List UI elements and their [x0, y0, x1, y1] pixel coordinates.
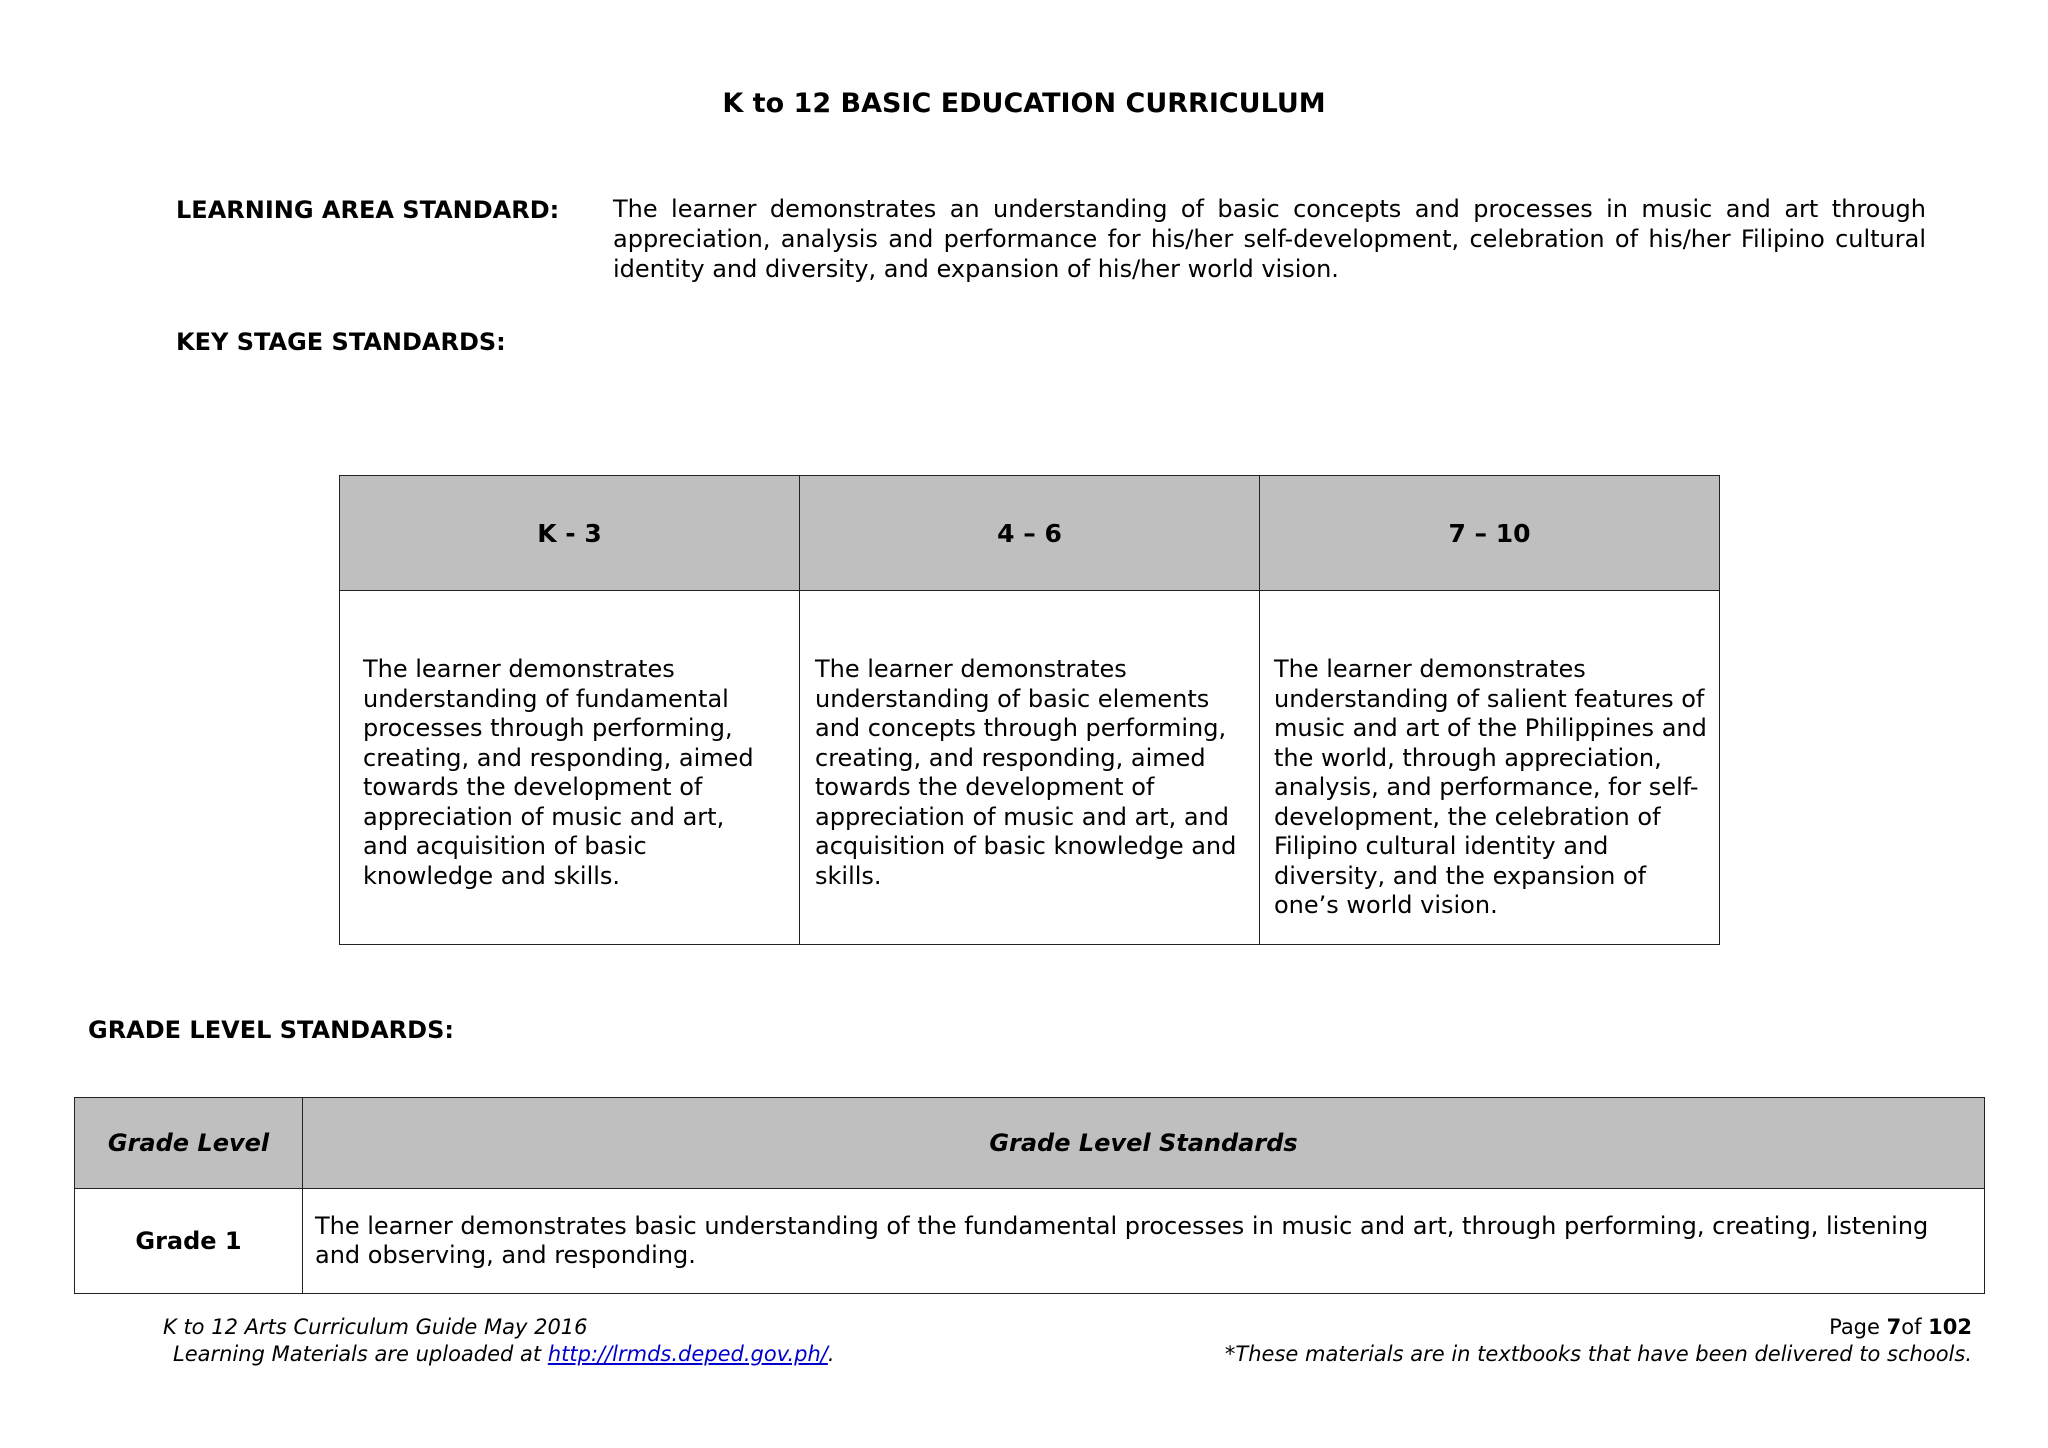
grade-level-standards-header: Grade Level Standards — [303, 1098, 1985, 1189]
grade-level-table — [74, 1097, 1985, 1294]
page-title: K to 12 BASIC EDUCATION CURRICULUM — [722, 88, 1326, 119]
key-stage-text-4-6: The learner demonstrates understanding of basic elements and concepts through performing, creating, and responding, aimed towards the development of appreciation of music and art, and acquisition of basic knowledge and skills. — [815, 655, 1237, 890]
page-of: of — [1901, 1315, 1929, 1339]
page-number — [1829, 1314, 1972, 1341]
key-stage-header-k3: K - 3 — [340, 476, 800, 591]
footer-uploaded — [173, 1341, 835, 1368]
learning-area-label: LEARNING AREA STANDARD: — [176, 196, 560, 224]
key-stage-text-k3: The learner demonstrates understanding of fundamental processes through performing, creating, and responding, aimed towards the development of appreciation of music and art, and acquisition of basic knowledge and skills. — [363, 655, 754, 890]
footer-guide: K to 12 Arts Curriculum Guide May 2016 — [163, 1315, 588, 1339]
footer-uploaded-suffix: . — [827, 1342, 835, 1366]
key-stage-label: KEY STAGE STANDARDS: — [176, 328, 506, 356]
learning-area-text: The learner demonstrates an understanding of basic concepts and processes in music and art through appreciation, analysis and performance for his/her self-development, celebration of his/her Filipino cultural identity and diversity, and expansion of his/her world vision. — [613, 195, 1926, 283]
grade-cell: Grade 1 — [75, 1189, 303, 1294]
footer-note: *These materials are in textbooks that have been delivered to schools. — [1224, 1342, 1972, 1366]
key-stage-text-7-10: The learner demonstrates understanding of salient features of music and art of the Philippines and the world, through appreciation, analysis, and performance, for self-development, the celebration of Filipino cultural identity and diversity, and the expansion of one’s world vision. — [1274, 655, 1707, 919]
grade-level-header: Grade Level — [75, 1098, 303, 1189]
table-row — [75, 1189, 1985, 1294]
key-stage-cell-4-6 — [800, 591, 1260, 945]
page-current: 7 — [1886, 1315, 1902, 1339]
page-total: 102 — [1928, 1315, 1972, 1339]
standard-cell: The learner demonstrates basic understanding of the fundamental processes in music and art, through performing, creating, listening and observing, and responding. — [303, 1189, 1985, 1294]
grade-level-label: GRADE LEVEL STANDARDS: — [88, 1016, 454, 1044]
key-stage-header-row — [340, 476, 1720, 591]
footer-uploaded-text: Learning Materials are uploaded at — [173, 1342, 548, 1366]
lrmds-link[interactable]: http://lrmds.deped.gov.ph/ — [547, 1342, 828, 1366]
key-stage-header-4-6: 4 – 6 — [800, 476, 1260, 591]
grade-level-header-row — [75, 1098, 1985, 1189]
key-stage-cell-k3 — [340, 591, 800, 945]
key-stage-table — [339, 475, 1720, 945]
page-word: Page — [1829, 1315, 1887, 1339]
key-stage-header-7-10: 7 – 10 — [1260, 476, 1720, 591]
key-stage-cell-7-10 — [1260, 591, 1720, 945]
key-stage-content-row — [340, 591, 1720, 945]
